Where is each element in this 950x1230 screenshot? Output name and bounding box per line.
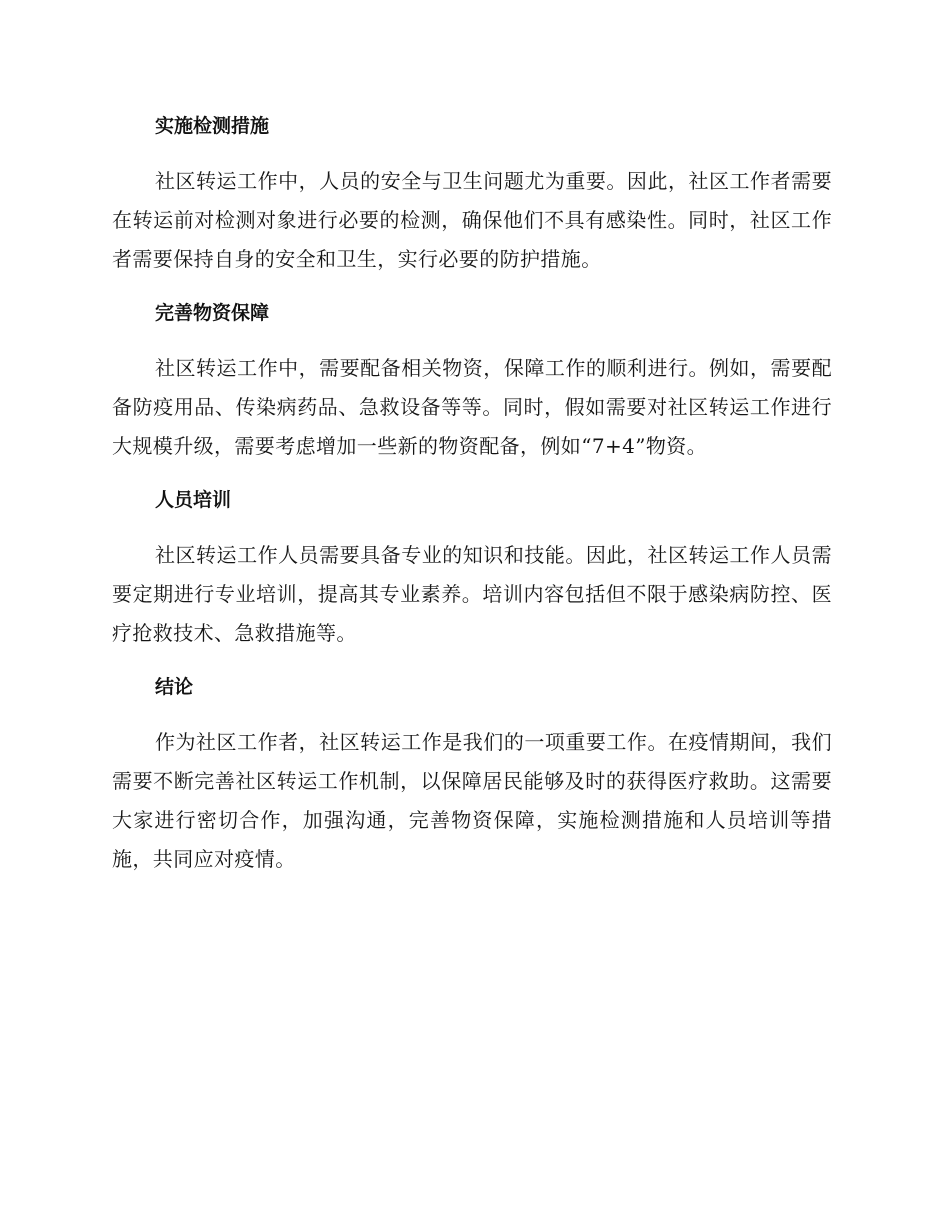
section-detection-measures [112,104,832,279]
section-paragraph: 社区转运工作中，人员的安全与卫生问题尤为重要。因此，社区工作者需要在转运前对检测对象进行必要的检测，确保他们不具有感染性。同时，社区工作者需要保持自身的安全和卫生，实行必要的防护措施。 [112,169,832,271]
section-supplies [112,291,832,466]
section-paragraph: 社区转运工作中，需要配备相关物资，保障工作的顺利进行。例如，需要配备防疫用品、传染病药品、急救设备等等。同时，假如需要对社区转运工作进行大规模升级，需要考虑增加一些新的物资配备，例如“7+4”物资。 [112,356,832,458]
section-conclusion [112,665,832,879]
section-heading: 实施检测措施 [155,115,270,137]
section-heading: 完善物资保障 [155,302,270,324]
section-paragraph: 社区转运工作人员需要具备专业的知识和技能。因此，社区转运工作人员需要定期进行专业培训，提高其专业素养。培训内容包括但不限于感染病防控、医疗抢救技术、急救措施等。 [112,543,832,645]
section-heading: 结论 [155,676,194,698]
section-training [112,478,832,653]
section-heading: 人员培训 [155,489,232,511]
section-paragraph: 作为社区工作者，社区转运工作是我们的一项重要工作。在疫情期间，我们需要不断完善社区转运工作机制，以保障居民能够及时的获得医疗救助。这需要大家进行密切合作，加强沟通，完善物资保障，实施检测措施和人员培训等措施，共同应对疫情。 [112,730,832,871]
